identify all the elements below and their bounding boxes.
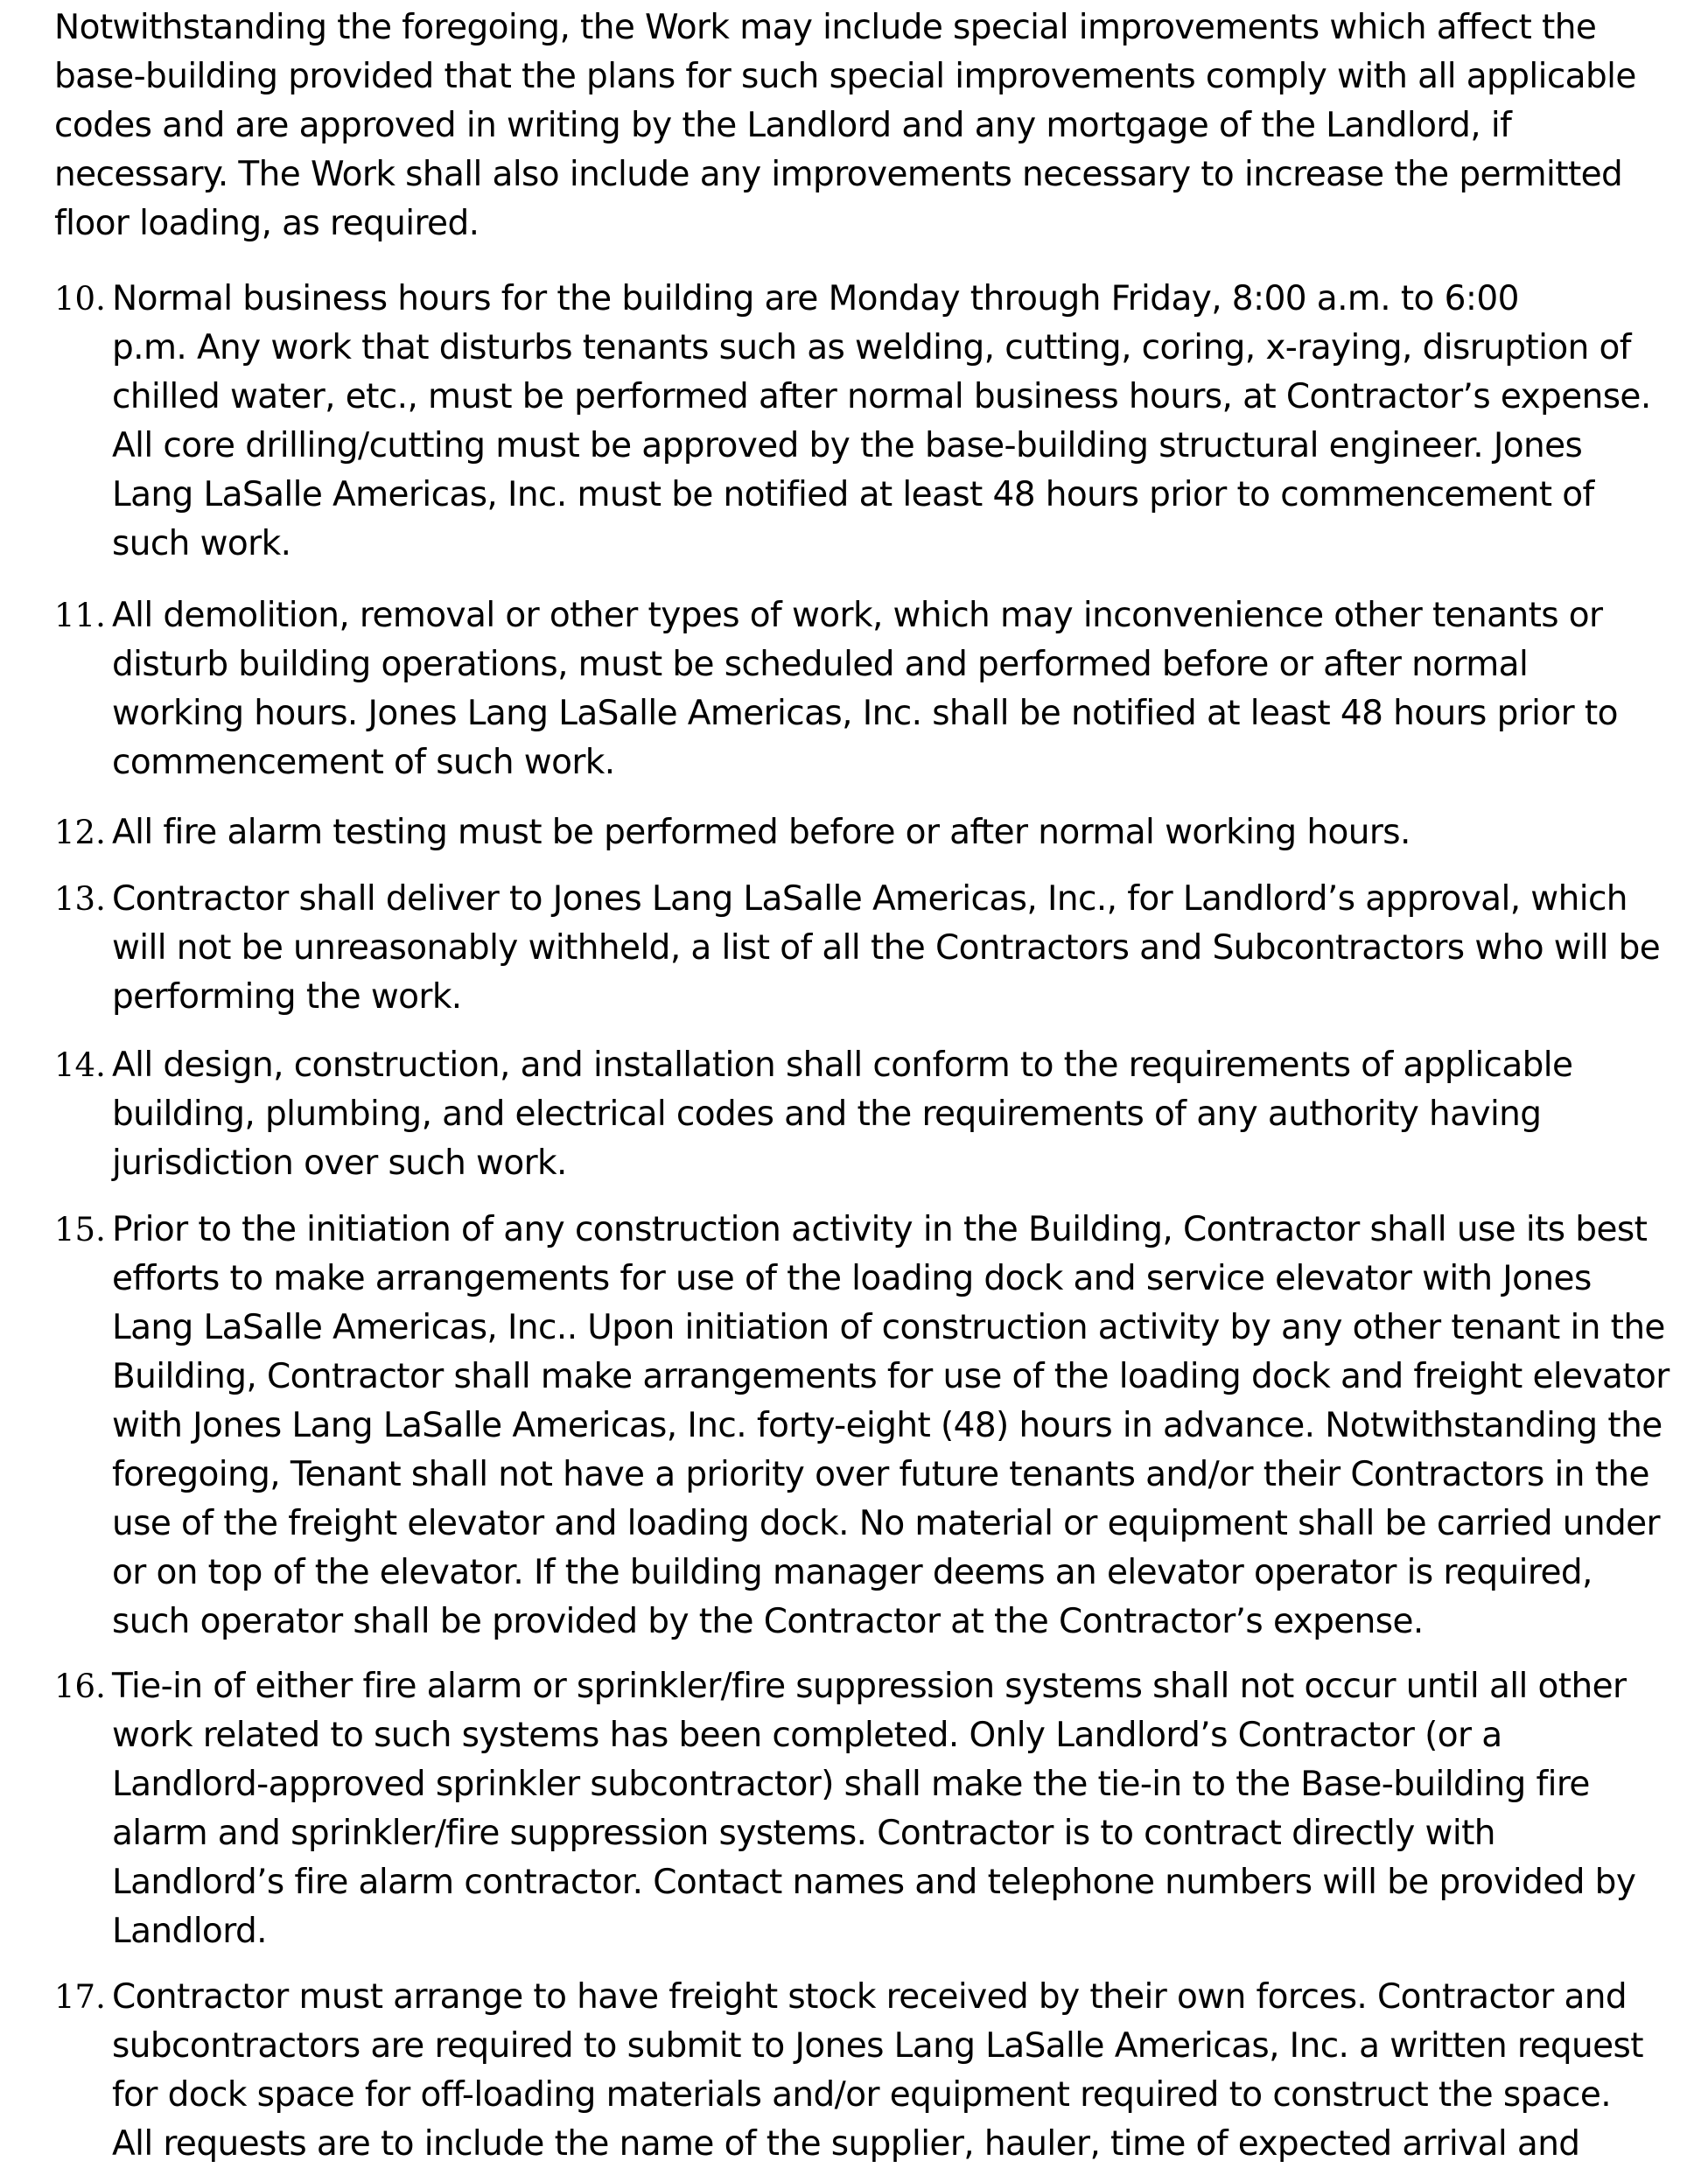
item-number: 11.: [54, 597, 106, 634]
item-text: Prior to the initiation of any construction activity in the Building, Contractor shall use its best efforts to make arrangements for use of the loading dock and service elevator with Jones Lang LaSalle Americas, Inc.. Upon initiation of construction activity by any other tenant in the Building, Contractor shall make arrangements for use of the loading dock and freight elevator with Jones Lang LaSalle Americas, Inc. forty-eight (48) hours in advance. Notwithstanding the foregoing, Tenant shall not have a priority over future tenants and/or their Contractors in the use of the freight elevator and loading dock. No material or equipment shall be carried under or on top of the elevator. If the building manager deems an elevator operator is required, such operator shall be provided by the Contractor at the Contractor’s expense.: [112, 1210, 1670, 1641]
list-item-12: [54, 808, 1699, 857]
item-text: All demolition, removal or other types of work, which may inconvenience other tenants or disturb building operations, must be scheduled and performed before or after normal working hours. Jones Lang LaSalle Americas, Inc. shall be notified at least 48 hours prior to commencement of such work.: [112, 596, 1618, 782]
item-text: All design, construction, and installation shall conform to the requirements of applicable building, plumbing, and electrical codes and the requirements of any authority having jurisdiction over such work.: [112, 1046, 1573, 1183]
list-item-15: [54, 1206, 1699, 1647]
list-item-14: [54, 1041, 1699, 1188]
item-number: 16.: [54, 1668, 106, 1705]
item-number: 15.: [54, 1211, 106, 1248]
item-number: 17.: [54, 1978, 106, 2016]
list-item-16: [54, 1662, 1699, 1956]
item-text: Normal business hours for the building are Monday through Friday, 8:00 a.m. to 6:00 p.m. Any work that disturbs tenants such as welding, cutting, coring, x-raying, disruption of chilled water, etc., must be performed after normal business hours, at Contractor’s expense. All core drilling/cutting must be approved by the base-building structural engineer. Jones Lang LaSalle Americas, Inc. must be notified at least 48 hours prior to commencement of such work.: [112, 279, 1651, 563]
list-item-13: [54, 875, 1699, 1022]
item-number: 12.: [54, 814, 106, 851]
item-text: Contractor must arrange to have freight stock received by their own forces. Contractor and subcontractors are required to submit to Jones Lang LaSalle Americas, Inc. a written request for dock space for off-loading materials and/or equipment required to construct the space. All requests are to include the name of the supplier, hauler, time of expected arrival and: [112, 1977, 1643, 2164]
list-item-11: [54, 591, 1699, 787]
item-number: 14.: [54, 1046, 106, 1084]
item-number: 10.: [54, 280, 106, 318]
item-number: 13.: [54, 880, 106, 918]
item-text: Contractor shall deliver to Jones Lang LaSalle Americas, Inc., for Landlord’s approval, which will not be unreasonably withheld, a list of all the Contractors and Subcontractors who will be performing the work.: [112, 879, 1661, 1017]
item-text: Tie-in of either fire alarm or sprinkler/fire suppression systems shall not occur until all other work related to such systems has been completed. Only Landlord’s Contractor (or a Landlord-approved sprinkler subcontractor) shall make the tie-in to the Base-building fire alarm and sprinkler/fire suppression systems. Contractor is to contract directly with Landlord’s fire alarm contractor. Contact names and telephone numbers will be provided by Landlord.: [112, 1667, 1636, 1951]
list-item-10: [54, 275, 1699, 569]
intro-paragraph: Notwithstanding the foregoing, the Work may include special improvements which affect the base-building provided that the plans for such special improvements comply with all applicable codes and are approved in writing by the Landlord and any mortgage of the Landlord, if necessary. The Work shall also include any improvements necessary to increase the permitted floor loading, as required.: [54, 8, 1636, 243]
item-text: All fire alarm testing must be performed before or after normal working hours.: [112, 813, 1410, 852]
list-item-17: [54, 1973, 1699, 2169]
